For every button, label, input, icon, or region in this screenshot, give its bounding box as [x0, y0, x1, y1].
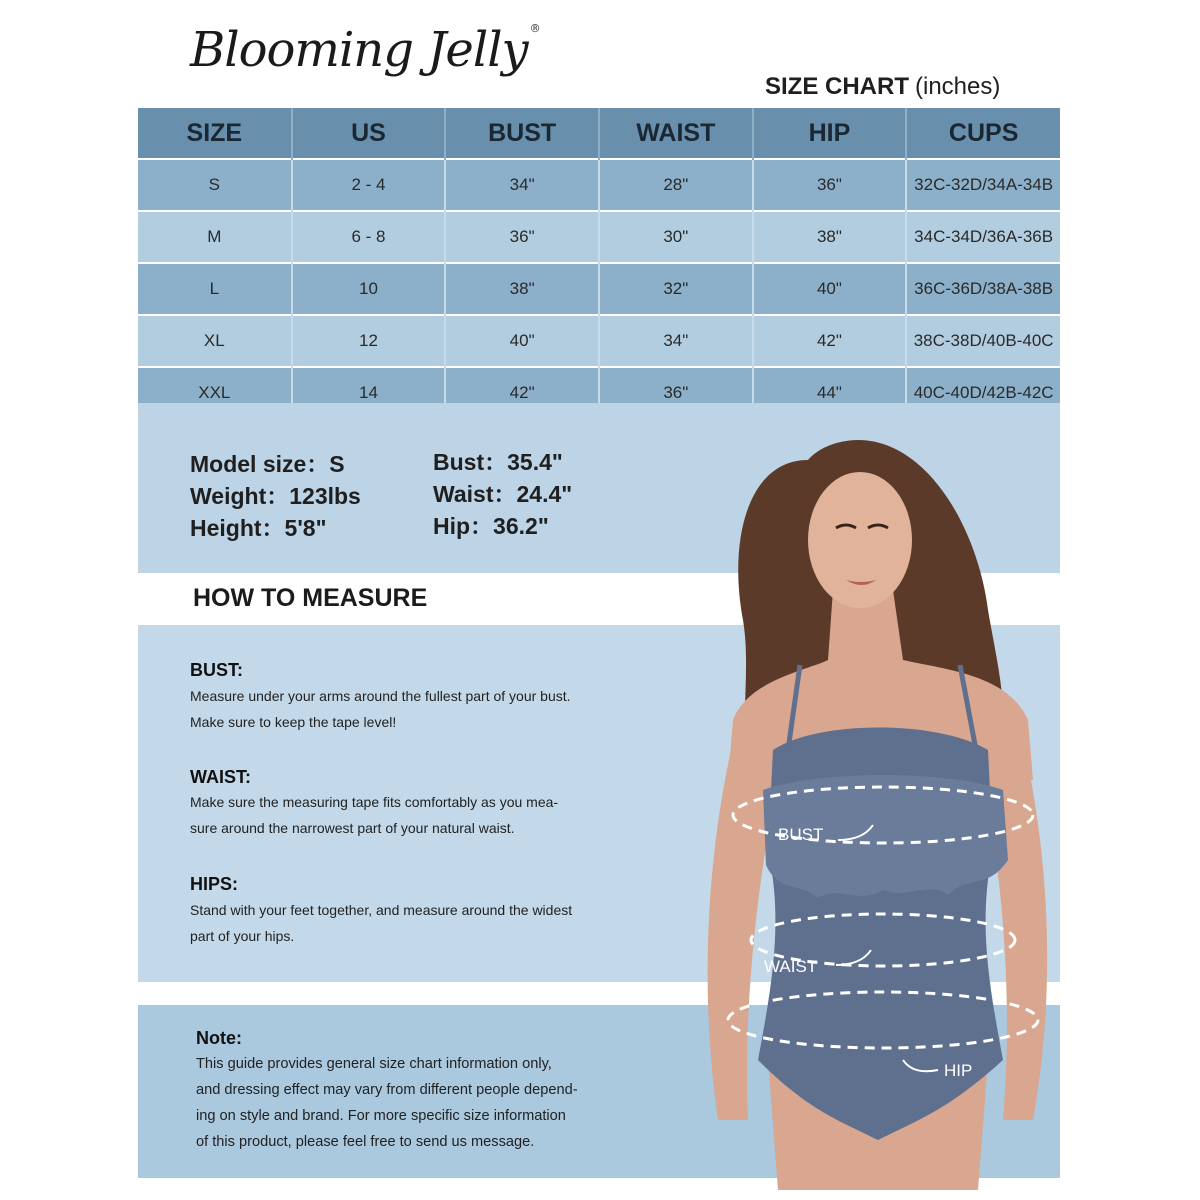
- waist-text: [190, 789, 660, 841]
- cell-waist: 34": [599, 315, 753, 367]
- bust-text: [190, 683, 660, 735]
- cell-hip: 42": [753, 315, 907, 367]
- cell-bust: 42": [445, 367, 599, 418]
- bust-title: BUST:: [190, 660, 243, 680]
- header-hip: HIP: [753, 108, 907, 159]
- bust-line-2: Make sure to keep the tape level!: [190, 714, 397, 730]
- cell-cups: 38C-38D/40B-40C: [906, 315, 1060, 367]
- model-hip: Hip：36.2": [433, 513, 549, 539]
- cell-cups: 40C-40D/42B-42C: [906, 367, 1060, 418]
- waist-label: WAIST: [764, 957, 818, 976]
- table-row: [138, 211, 1060, 263]
- note-title: Note:: [196, 1028, 242, 1048]
- waist-line-1: Make sure the measuring tape fits comfortably as you mea-: [190, 794, 559, 810]
- chart-title-text: SIZE CHART: [765, 73, 909, 100]
- hips-line-1: Stand with your feet together, and measure around the widest: [190, 902, 573, 918]
- cell-waist: 30": [599, 211, 753, 263]
- cell-size: XL: [138, 315, 292, 367]
- note-line-1: This guide provides general size chart information only,: [196, 1056, 552, 1072]
- model-weight: Weight：123lbs: [190, 483, 361, 509]
- table-row: [138, 159, 1060, 211]
- cell-size: L: [138, 263, 292, 315]
- cell-us: 12: [292, 315, 446, 367]
- note-line-3: ing on style and brand. For more specific size information: [196, 1108, 566, 1124]
- bust-label: BUST: [778, 825, 824, 844]
- cell-bust: 40": [445, 315, 599, 367]
- hip-label: HIP: [944, 1061, 973, 1080]
- cell-bust: 38": [445, 263, 599, 315]
- size-chart-table: [138, 108, 1060, 418]
- model-size: Model size：S: [190, 451, 345, 477]
- waist-line-2: sure around the narrowest part of your natural waist.: [190, 820, 515, 836]
- cell-size: M: [138, 211, 292, 263]
- cell-us: 10: [292, 263, 446, 315]
- note-line-2: and dressing effect may vary from different people depend-: [196, 1082, 578, 1098]
- cell-hip: 44": [753, 367, 907, 418]
- cell-waist: 36": [599, 367, 753, 418]
- cell-bust: 34": [445, 159, 599, 211]
- cell-cups: 34C-34D/36A-36B: [906, 211, 1060, 263]
- cell-us: 6 - 8: [292, 211, 446, 263]
- header-size: SIZE: [138, 108, 292, 159]
- face-shape: [808, 472, 912, 608]
- model-info-left: [190, 448, 361, 544]
- model-height: Height：5'8": [190, 515, 327, 541]
- bust-line-1: Measure under your arms around the fullest part of your bust.: [190, 688, 571, 704]
- how-to-measure-title: HOW TO MEASURE: [193, 584, 428, 612]
- model-bust: Bust：35.4": [433, 449, 563, 475]
- table-row: [138, 263, 1060, 315]
- note-text: [196, 1051, 641, 1155]
- waist-title: WAIST:: [190, 767, 251, 787]
- cell-bust: 36": [445, 211, 599, 263]
- table-row: [138, 315, 1060, 367]
- table-header-row: [138, 108, 1060, 159]
- header-cups: CUPS: [906, 108, 1060, 159]
- brand-logo: Blooming Jelly ®: [190, 22, 540, 78]
- model-info-right: [433, 446, 572, 542]
- cell-size: S: [138, 159, 292, 211]
- header-us: US: [292, 108, 446, 159]
- cell-waist: 32": [599, 263, 753, 315]
- cell-us: 14: [292, 367, 446, 418]
- hips-text: [190, 897, 660, 949]
- cell-size: XXL: [138, 367, 292, 418]
- cell-cups: 36C-36D/38A-38B: [906, 263, 1060, 315]
- model-figure: [688, 420, 1068, 1190]
- header-bust: BUST: [445, 108, 599, 159]
- model-waist: Waist：24.4": [433, 481, 573, 507]
- hips-line-2: part of your hips.: [190, 928, 295, 944]
- size-chart-title: [765, 73, 1000, 101]
- cell-hip: 36": [753, 159, 907, 211]
- cell-hip: 38": [753, 211, 907, 263]
- hips-title: HIPS:: [190, 874, 239, 894]
- cell-cups: 32C-32D/34A-34B: [906, 159, 1060, 211]
- cell-hip: 40": [753, 263, 907, 315]
- note-line-4: of this product, please feel free to send us message.: [196, 1134, 535, 1150]
- header-waist: WAIST: [599, 108, 753, 159]
- cell-waist: 28": [599, 159, 753, 211]
- cell-us: 2 - 4: [292, 159, 446, 211]
- chart-unit: (inches): [915, 73, 1001, 100]
